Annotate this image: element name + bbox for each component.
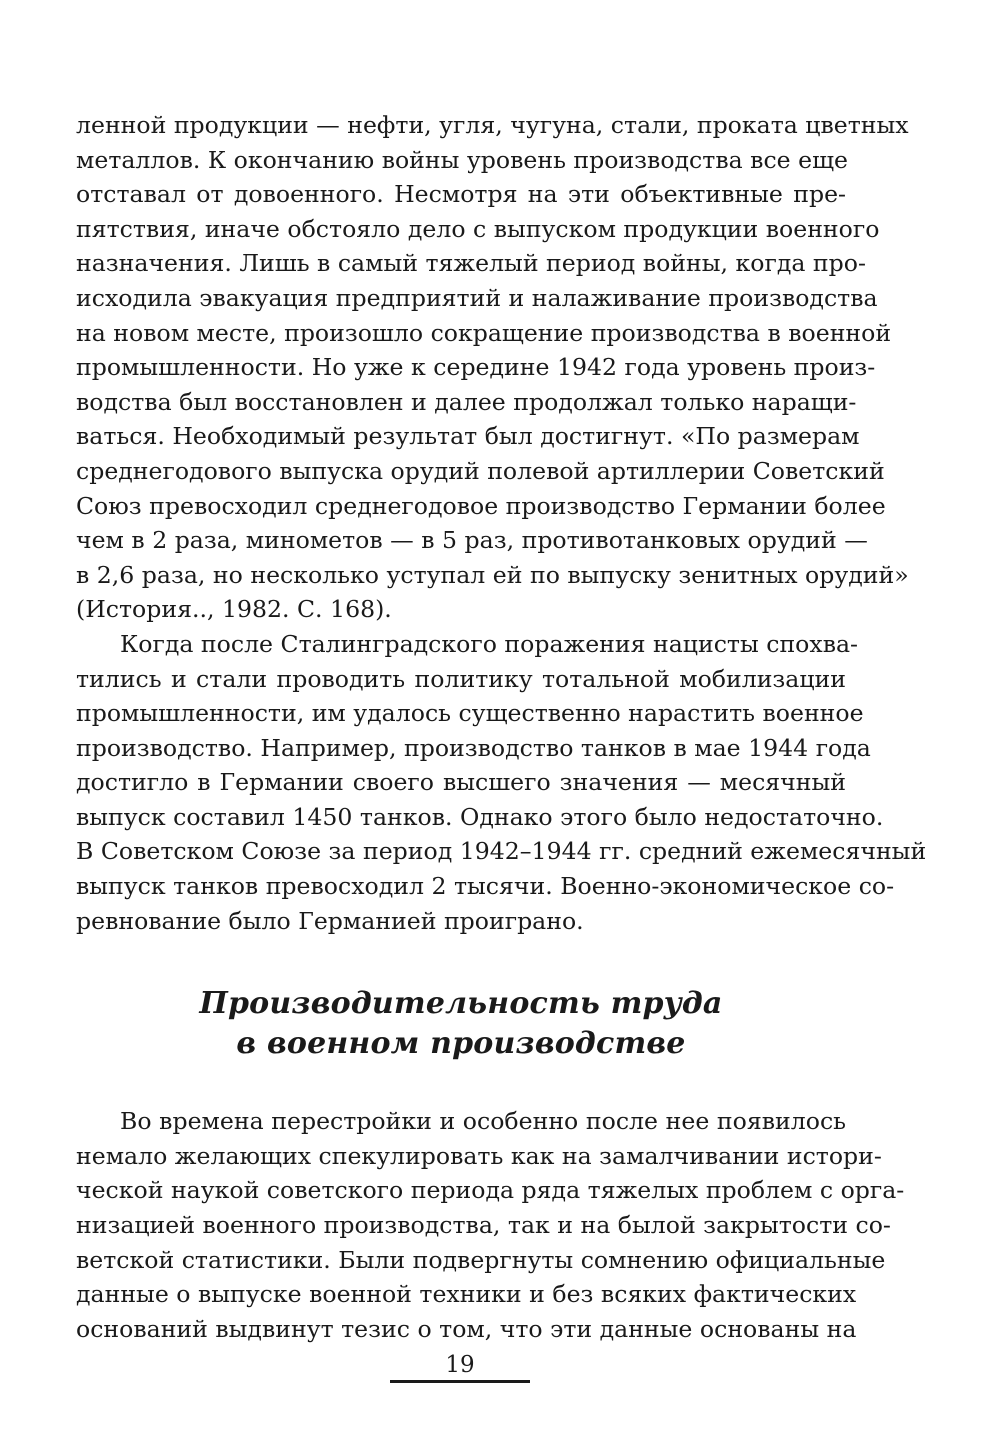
text-line: оснований выдвинут тезис о том, что эти данные основаны на: [76, 1314, 857, 1343]
paragraph-2: [76, 627, 927, 938]
text-line: металлов. К окончанию войны уровень производства все еще: [76, 145, 848, 174]
text-line: ревнование было Германией проиграно.: [76, 906, 584, 935]
text-line: ленной продукции — нефти, угля, чугуна, стали, проката цветных: [76, 111, 909, 139]
text-line: водства был восстановлен и далее продолжал только наращи-: [76, 387, 857, 416]
text-line: Во времена перестройки и особенно после нее появилось: [120, 1107, 846, 1136]
text-line: промышленности. Но уже к середине 1942 года уровень произ-: [76, 353, 876, 382]
text-line: промышленности, им удалось существенно нарастить военное: [76, 699, 864, 728]
text-line: ческой наукой советского периода ряда тяжелых проблем с орга-: [76, 1176, 905, 1205]
heading-line-1: Производительность труда: [199, 986, 723, 1022]
text-line: тились и стали проводить политику тотальной мобилизации: [76, 664, 846, 693]
text-line: назначения. Лишь в самый тяжелый период войны, когда про-: [76, 249, 866, 278]
page-number-rule: [390, 1380, 530, 1383]
text-line: выпуск танков превосходил 2 тысячи. Военно-экономическое со-: [76, 872, 895, 901]
paragraph-3: [76, 1104, 905, 1346]
text-line: в 2,6 раза, но несколько уступал ей по выпуску зенитных орудий»: [76, 560, 909, 589]
text-line: выпуск составил 1450 танков. Однако этого было недостаточно.: [76, 802, 884, 831]
text-line: исходила эвакуация предприятий и налаживание производства: [76, 283, 878, 312]
text-line: Союз превосходил среднегодовое производство Германии более: [76, 491, 886, 520]
text-line: среднегодового выпуска орудий полевой артиллерии Советский: [76, 456, 885, 485]
text-line: отставал от довоенного. Несмотря на эти объективные пре-: [76, 180, 846, 209]
text-line: Когда после Сталинградского поражения нацисты спохва-: [120, 629, 859, 658]
text-line: низацией военного производства, так и на былой закрытости со-: [76, 1211, 891, 1240]
text-line: достигло в Германии своего высшего значения — месячный: [76, 768, 846, 797]
paragraph-1: [76, 108, 909, 627]
text-line: В Советском Союзе за период 1942–1944 гг. средний ежемесячный: [76, 837, 927, 866]
text-line: данные о выпуске военной техники и без всяких фактических: [76, 1280, 857, 1309]
page-body: [76, 108, 927, 1346]
text-line: производство. Например, производство танков в мае 1944 года: [76, 733, 871, 762]
heading-line-2: в военном производстве: [236, 1026, 686, 1062]
text-line: чем в 2 раза, минометов — в 5 раз, противотанковых орудий —: [76, 526, 868, 555]
text-line: на новом месте, произошло сокращение производства в военной: [76, 318, 892, 347]
page-number: 19: [445, 1352, 475, 1378]
section-heading: [76, 984, 846, 1064]
text-line: немало желающих спекулировать как на замалчивании истори-: [76, 1141, 882, 1170]
text-line: (История.., 1982. С. 168).: [76, 595, 392, 624]
text-line: ваться. Необходимый результат был достигнут. «По размерам: [76, 422, 860, 451]
text-line: пятствия, иначе обстояло дело с выпуском продукции военного: [76, 214, 880, 243]
text-line: ветской статистики. Были подвергнуты сомнению официальные: [76, 1245, 886, 1274]
